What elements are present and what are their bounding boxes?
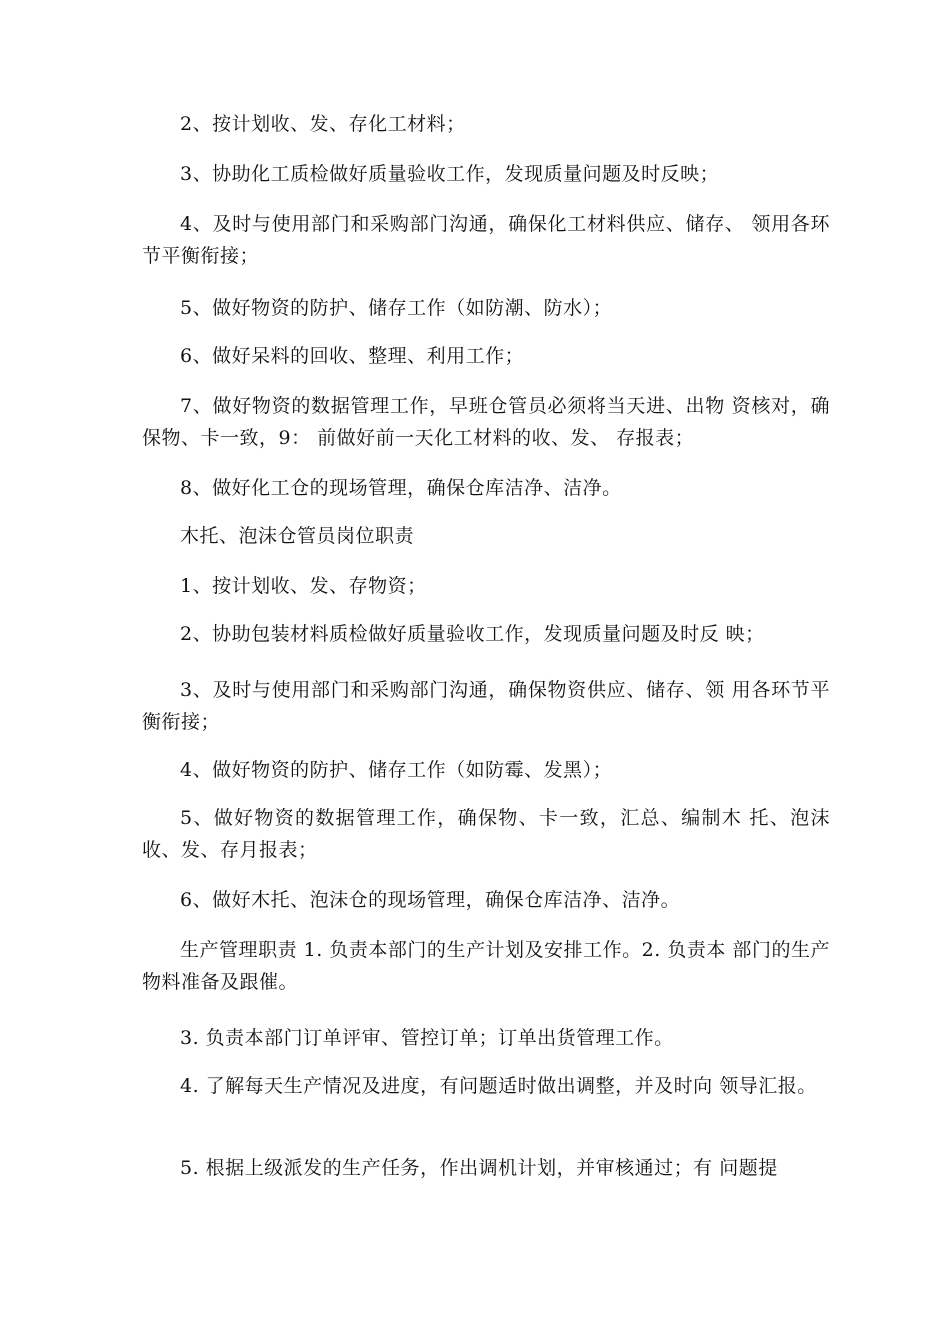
paragraph-4: 5、做好物资的防护、储存工作（如防潮、防水）； xyxy=(180,297,613,319)
paragraph-2: 3、协助化工质检做好质量验收工作，发现质量问题及时反映； xyxy=(180,163,720,185)
paragraph-5: 6、做好呆料的回收、整理、利用工作； xyxy=(180,345,525,367)
paragraph-10: 2、协助包装材料质检做好质量验收工作，发现质量问题及时反 映； xyxy=(180,623,765,645)
paragraph-18: 5. 根据上级派发的生产任务，作出调机计划，并审核通过；有 问题提 xyxy=(180,1157,778,1179)
paragraph-7: 8、做好化工仓的现场管理，确保仓库洁净、洁净。 xyxy=(180,477,622,499)
paragraph-6: 7、做好物资的数据管理工作，早班仓管员必须将当天进、出物 资核对，确保物、卡一致，9： 前做好前一天化工材料的收、发、 存报表； xyxy=(142,395,830,449)
paragraph-17: 4. 了解每天生产情况及进度，有问题适时做出调整，并及时向 领导汇报。 xyxy=(180,1075,817,1097)
paragraph-12: 4、做好物资的防护、储存工作（如防霉、发黑）； xyxy=(180,759,613,781)
paragraph-15: 生产管理职责 1. 负责本部门的生产计划及安排工作。2. 负责本 部门的生产物料准备及跟催。 xyxy=(142,939,830,993)
paragraph-13: 5、做好物资的数据管理工作，确保物、卡一致，汇总、编制木 托、泡沫收、发、存月报表； xyxy=(142,807,830,861)
paragraph-1: 2、按计划收、发、存化工材料； xyxy=(180,113,466,135)
paragraph-11: 3、及时与使用部门和采购部门沟通，确保物资供应、储存、领 用各环节平衡衔接； xyxy=(142,679,830,733)
paragraph-16: 3. 负责本部门订单评审、管控订单；订单出货管理工作。 xyxy=(180,1027,674,1049)
section-heading-wood-pallet-foam: 木托、泡沫仓管员岗位职责 xyxy=(180,525,415,547)
paragraph-3: 4、及时与使用部门和采购部门沟通，确保化工材料供应、储存、 领用各环节平衡衔接； xyxy=(142,213,830,267)
paragraph-14: 6、做好木托、泡沫仓的现场管理，确保仓库洁净、洁净。 xyxy=(180,889,681,911)
paragraph-9: 1、按计划收、发、存物资； xyxy=(180,575,427,597)
